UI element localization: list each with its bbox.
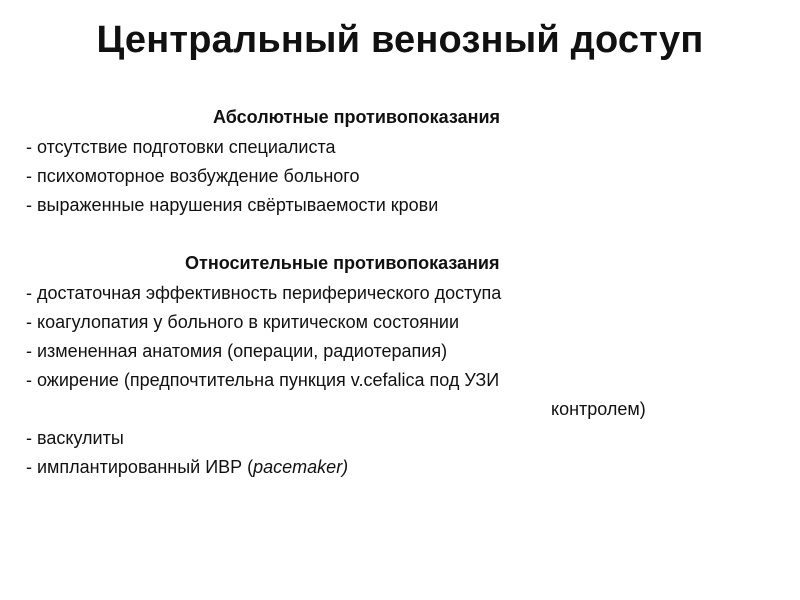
absolute-contraindications-list: [26, 133, 438, 220]
list-item: - достаточная эффективность периферического доступа: [26, 283, 502, 303]
absolute-contraindications-heading: Абсолютные противопоказания: [213, 107, 501, 127]
list-item: - васкулиты: [26, 428, 124, 448]
list-item-text: - имплантированный ИВР (: [26, 457, 254, 477]
list-item-continuation: контролем): [551, 399, 646, 419]
relative-contraindications-list: [26, 279, 646, 482]
list-item: - измененная анатомия (операции, радиотерапия): [26, 341, 448, 361]
list-item-text: - ожирение (предпочтительна пункция v.cefalica под УЗИ: [26, 370, 500, 390]
page-title: Центральный венозный доступ: [96, 19, 704, 61]
list-item: - психомоторное возбуждение больного: [26, 166, 360, 186]
list-item: - выраженные нарушения свёртываемости крови: [26, 195, 439, 215]
list-item: [26, 453, 646, 482]
relative-contraindications-heading: Относительные противопоказания: [185, 253, 500, 273]
list-item: [26, 366, 646, 424]
list-item-italic-text: pacemaker): [253, 457, 349, 477]
list-item: - коагулопатия у больного в критическом состоянии: [26, 312, 460, 332]
list-item: - отсутствие подготовки специалиста: [26, 137, 336, 157]
